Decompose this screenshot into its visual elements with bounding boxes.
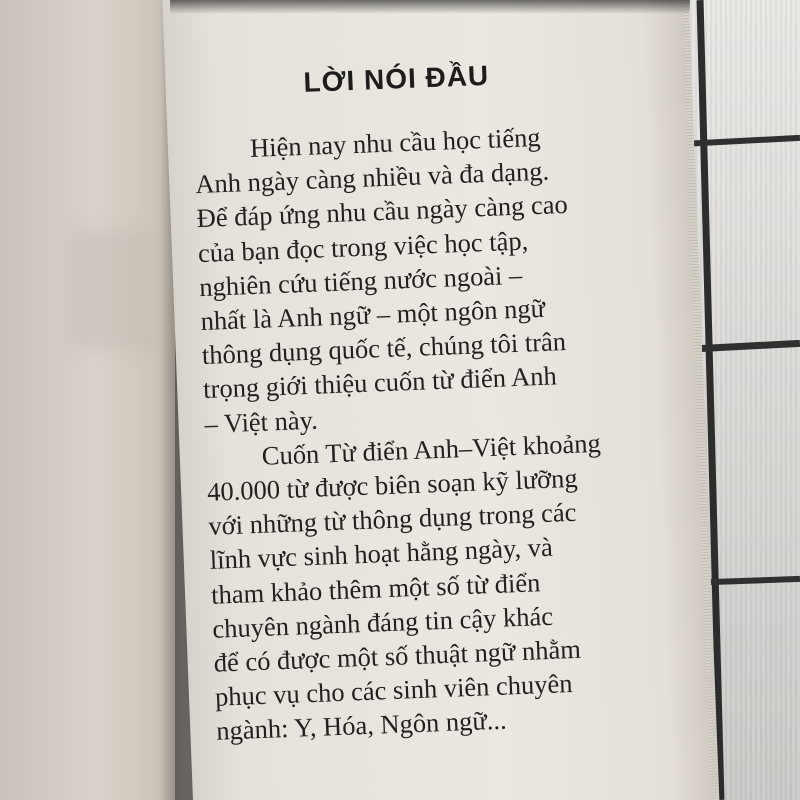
page-title: LỜI NÓI ĐẦU <box>302 59 490 98</box>
text-line: để có được một số thuật ngữ nhằm <box>213 633 582 678</box>
text-line: Cuốn Từ điển Anh–Việt khoảng <box>261 427 602 471</box>
text-line: nghiên cứu tiếng nước ngoài – <box>198 259 523 302</box>
text-line: tham khảo thêm một số từ điển <box>210 566 541 610</box>
text-line: phục vụ cho các sinh viên chuyên <box>214 668 573 713</box>
text-line: lĩnh vực sinh hoạt hằng ngày, và <box>209 532 554 576</box>
text-line: Để đáp ứng nhu cầu ngày càng cao <box>196 189 569 234</box>
text-line: trọng giới thiệu cuốn từ điển Anh <box>202 360 558 405</box>
text-line: Anh ngày càng nhiều và đa dạng. <box>194 155 550 200</box>
text-line: 40.000 từ được biên soạn kỹ lưỡng <box>206 462 579 507</box>
text-line: – Việt này. <box>203 404 319 439</box>
text-line: chuyên ngành đáng tin cậy khác <box>211 600 554 644</box>
text-line: ngành: Y, Hóa, Ngôn ngữ... <box>215 705 508 747</box>
top-shadow <box>170 0 690 14</box>
left-page <box>0 0 175 800</box>
text-line: với những từ thông dụng trong các <box>207 497 577 542</box>
paragraph-2 <box>205 424 648 748</box>
page-body <box>193 117 648 749</box>
show-through-print <box>70 230 160 350</box>
text-line: thông dụng quốc tế, chúng tôi trân <box>201 326 567 371</box>
text-line: Hiện nay nhu cầu học tiếng <box>249 121 542 164</box>
text-line: nhất là Anh ngữ – một ngôn ngữ <box>200 292 546 337</box>
right-page <box>162 0 713 800</box>
text-line: của bạn đọc trong việc học tập, <box>197 225 529 268</box>
paragraph-1 <box>193 117 636 441</box>
